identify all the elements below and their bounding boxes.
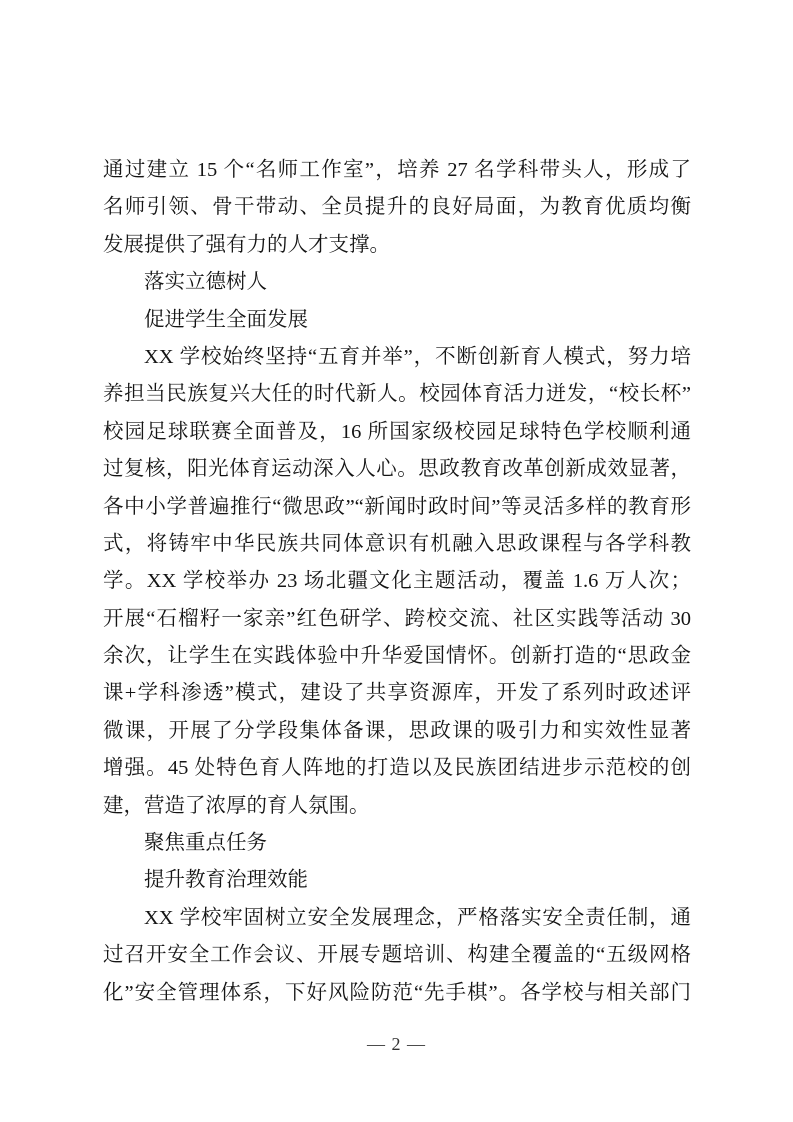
body-text-line: 课+学科渗透”模式，建设了共享资源库，开发了系列时政述评: [103, 682, 691, 705]
subheading-line: 落实立德树人: [144, 271, 267, 294]
body-text-line: 开展“石榴籽一家亲”红色研学、跨校交流、社区实践等活动 30: [103, 607, 691, 630]
body-text-line: 化”安全管理体系，下好风险防范“先手棋”。各学校与相关部门: [103, 981, 691, 1004]
body-text-line: 式，将铸牢中华民族共同体意识有机融入思政课程与各学科教: [103, 532, 691, 555]
body-text-line: 校园足球联赛全面普及，16 所国家级校园足球特色学校顺利通: [103, 420, 691, 443]
subheading-line: 聚焦重点任务: [144, 832, 267, 855]
body-text-line: 增强。45 处特色育人阵地的打造以及民族团结进步示范校的创: [103, 757, 691, 780]
page-number: — 2 —: [367, 1034, 426, 1054]
body-text-line: 微课，开展了分学段集体备课，思政课的吸引力和实效性显著: [103, 719, 691, 742]
body-text-line: 通过建立 15 个“名师工作室”，培养 27 名学科带头人，形成了: [103, 159, 691, 181]
body-text-line: 过复核，阳光体育运动深入人心。思政教育改革创新成效显著，: [103, 458, 691, 481]
body-text-line: 建，营造了浓厚的育人氛围。: [103, 794, 370, 817]
body-text-line: 余次，让学生在实践体验中升华爱国情怀。创新打造的“思政金: [103, 645, 691, 668]
body-text-line: XX 学校始终坚持“五育并举”，不断创新育人模式，努力培: [144, 345, 691, 368]
body-text-line: 养担当民族复兴大任的时代新人。校园体育活力迸发，“校长杯”: [103, 383, 691, 406]
body-text-line: 发展提供了强有力的人才支撑。: [103, 233, 390, 256]
body-text-line: 过召开安全工作会议、开展专题培训、构建全覆盖的“五级网格: [103, 944, 691, 967]
body-text-line: 学。XX 学校举办 23 场北疆文化主题活动，覆盖 1.6 万人次；: [103, 570, 691, 593]
subheading-line: 提升教育治理效能: [144, 869, 308, 892]
body-text-line: 各中小学普遍推行“微思政”“新闻时政时间”等灵活多样的教育形: [103, 495, 691, 518]
document-body: [103, 152, 691, 1012]
subheading-line: 促进学生全面发展: [144, 308, 308, 331]
body-text-line: XX 学校牢固树立安全发展理念，严格落实安全责任制，通: [144, 906, 691, 929]
body-text-line: 名师引领、骨干带动、全员提升的良好局面，为教育优质均衡: [103, 196, 691, 219]
